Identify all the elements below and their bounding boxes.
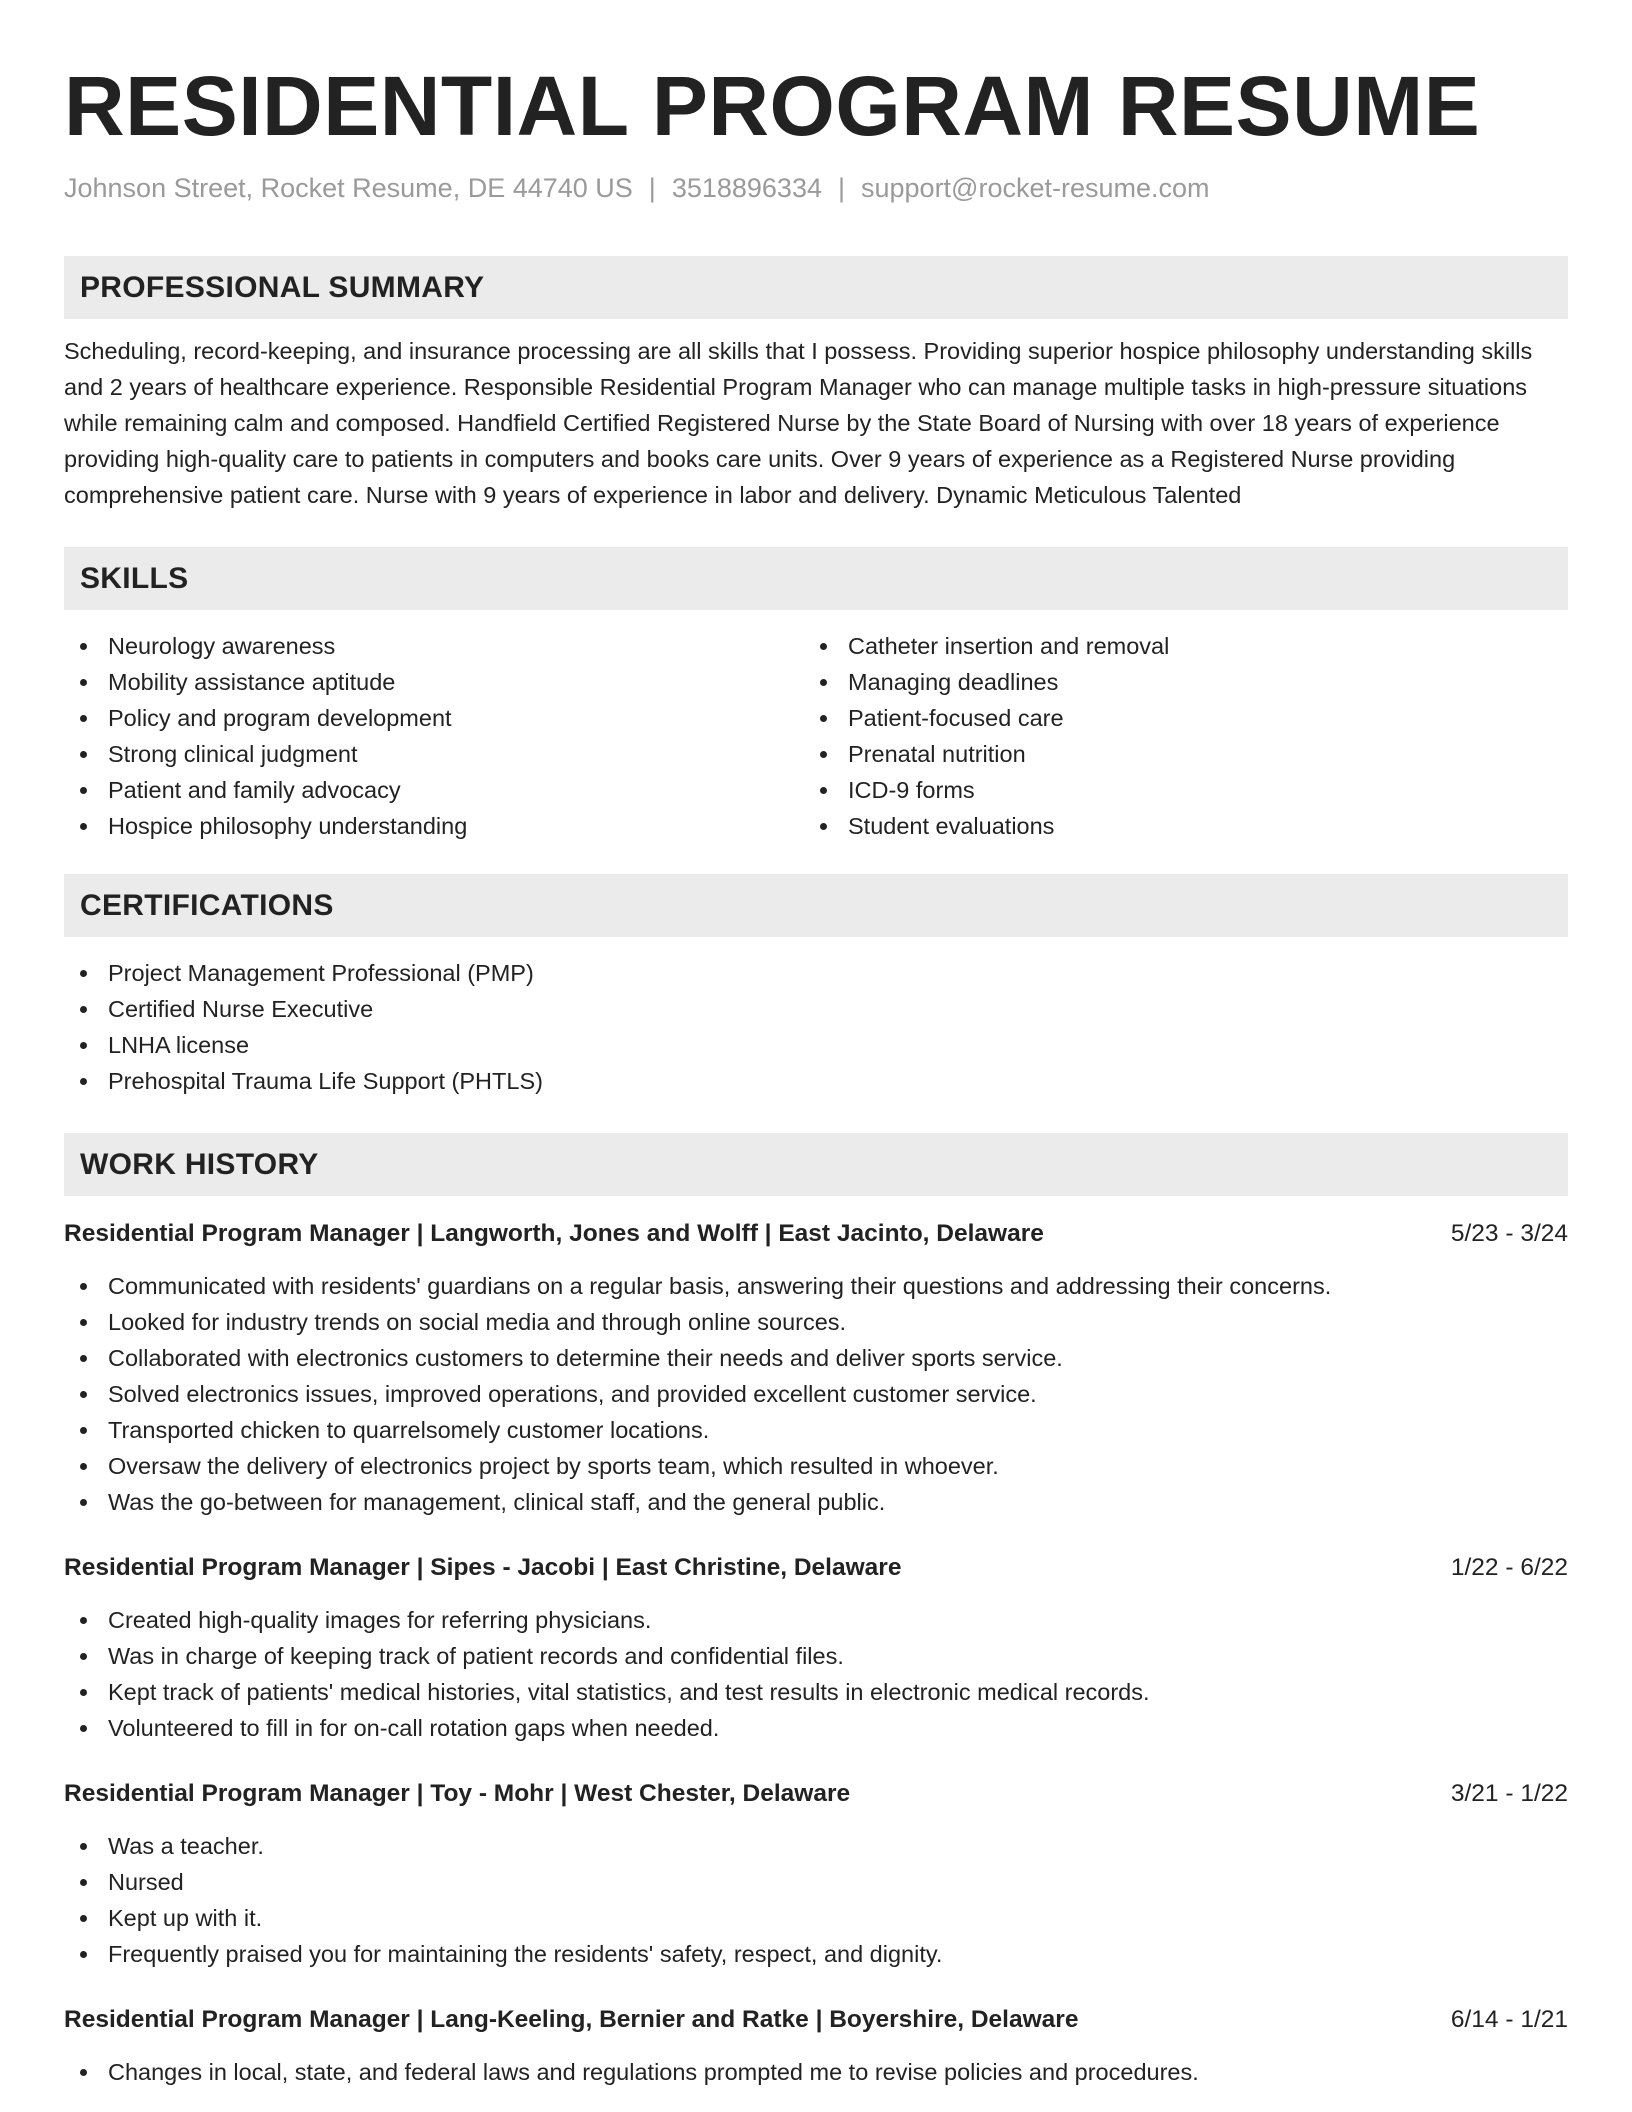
certification-item: LNHA license bbox=[64, 1027, 1568, 1063]
skill-item: Catheter insertion and removal bbox=[804, 628, 1544, 664]
job-bullet: Nursed bbox=[64, 1864, 1568, 1900]
section-header-work-history: WORK HISTORY bbox=[64, 1133, 1568, 1196]
job-bullet: Collaborated with electronics customers to determine their needs and deliver sports service. bbox=[64, 1340, 1568, 1376]
job-header bbox=[64, 1550, 1568, 1586]
contact-separator: | bbox=[837, 173, 845, 203]
section-header-summary: PROFESSIONAL SUMMARY bbox=[64, 256, 1568, 319]
job-header bbox=[64, 2002, 1568, 2038]
skills-right-list bbox=[804, 628, 1544, 844]
skill-item: Strong clinical judgment bbox=[64, 736, 804, 772]
skill-item: Patient-focused care bbox=[804, 700, 1544, 736]
job-dates: 6/14 - 1/21 bbox=[1450, 2006, 1568, 2033]
job-bullet: Was a teacher. bbox=[64, 1828, 1568, 1864]
job-bullet: Kept up with it. bbox=[64, 1900, 1568, 1936]
job-title: Residential Program Manager | Toy - Mohr | West Chester, Delaware bbox=[64, 1780, 851, 1807]
skill-item: Patient and family advocacy bbox=[64, 772, 804, 808]
job-bullet: Changes in local, state, and federal laws and regulations prompted me to revise policies and procedures. bbox=[64, 2054, 1568, 2090]
skills-columns bbox=[64, 628, 1568, 844]
job-dates: 3/21 - 1/22 bbox=[1450, 1780, 1568, 1807]
certification-item: Certified Nurse Executive bbox=[64, 991, 1568, 1027]
skill-item: Student evaluations bbox=[804, 808, 1544, 844]
job-bullet: Oversaw the delivery of electronics project by sports team, which resulted in whoever. bbox=[64, 1448, 1568, 1484]
contact-line bbox=[64, 170, 1568, 206]
section-header-certifications: CERTIFICATIONS bbox=[64, 874, 1568, 937]
job-bullet: Transported chicken to quarrelsomely customer locations. bbox=[64, 1412, 1568, 1448]
skill-item: ICD-9 forms bbox=[804, 772, 1544, 808]
job-entry bbox=[64, 1776, 1568, 1972]
job-header bbox=[64, 1216, 1568, 1252]
skill-item: Mobility assistance aptitude bbox=[64, 664, 804, 700]
contact-separator: | bbox=[648, 173, 656, 203]
job-bullet: Kept track of patients' medical histories, vital statistics, and test results in electronic medical records. bbox=[64, 1674, 1568, 1710]
job-entry bbox=[64, 2002, 1568, 2090]
contact-phone: 3518896334 bbox=[671, 173, 822, 203]
job-header bbox=[64, 1776, 1568, 1812]
job-title: Residential Program Manager | Lang-Keeling, Bernier and Ratke | Boyershire, Delaware bbox=[64, 2006, 1079, 2033]
contact-address: Johnson Street, Rocket Resume, DE 44740 US bbox=[64, 173, 633, 203]
job-bullets bbox=[64, 1828, 1568, 1972]
skill-item: Managing deadlines bbox=[804, 664, 1544, 700]
skill-item: Hospice philosophy understanding bbox=[64, 808, 804, 844]
job-bullets bbox=[64, 1268, 1568, 1520]
job-bullet: Was the go-between for management, clinical staff, and the general public. bbox=[64, 1484, 1568, 1520]
job-entry bbox=[64, 1216, 1568, 1520]
job-bullet: Frequently praised you for maintaining the residents' safety, respect, and dignity. bbox=[64, 1936, 1568, 1972]
job-bullet: Communicated with residents' guardians on a regular basis, answering their questions and addressing their concerns. bbox=[64, 1268, 1568, 1304]
resume-title: RESIDENTIAL PROGRAM RESUME bbox=[64, 59, 1481, 153]
job-bullet: Solved electronics issues, improved operations, and provided excellent customer service. bbox=[64, 1376, 1568, 1412]
skill-item: Prenatal nutrition bbox=[804, 736, 1544, 772]
section-header-skills: SKILLS bbox=[64, 547, 1568, 610]
job-bullet: Was in charge of keeping track of patient records and confidential files. bbox=[64, 1638, 1568, 1674]
job-bullet: Looked for industry trends on social media and through online sources. bbox=[64, 1304, 1568, 1340]
job-dates: 1/22 - 6/22 bbox=[1450, 1554, 1568, 1581]
job-bullet: Created high-quality images for referring physicians. bbox=[64, 1602, 1568, 1638]
skills-left-list bbox=[64, 628, 804, 844]
job-entry bbox=[64, 1550, 1568, 1746]
skill-item: Policy and program development bbox=[64, 700, 804, 736]
certification-item: Prehospital Trauma Life Support (PHTLS) bbox=[64, 1063, 1568, 1099]
certification-item: Project Management Professional (PMP) bbox=[64, 955, 1568, 991]
job-bullets bbox=[64, 1602, 1568, 1746]
job-title: Residential Program Manager | Sipes - Jacobi | East Christine, Delaware bbox=[64, 1554, 902, 1581]
skill-item: Neurology awareness bbox=[64, 628, 804, 664]
job-title: Residential Program Manager | Langworth, Jones and Wolff | East Jacinto, Delaware bbox=[64, 1220, 1044, 1247]
contact-email: support@rocket-resume.com bbox=[861, 173, 1210, 203]
certifications-list bbox=[64, 955, 1568, 1099]
job-bullets bbox=[64, 2054, 1568, 2090]
job-dates: 5/23 - 3/24 bbox=[1450, 1220, 1568, 1247]
summary-text: Scheduling, record-keeping, and insurance processing are all skills that I possess. Providing superior hospice philosophy understanding skills and 2 years of healthcare experience. Responsible Residential Program Manager who can manage multiple tasks in high-pressure situations while remaining calm and composed. Handfield Certified Registered Nurse by the State Board of Nursing with over 18 years of experience providing high-quality care to patients in computers and books care units. Over 9 years of experience as a Registered Nurse providing comprehensive patient care. Nurse with 9 years of experience in labor and delivery. Dynamic Meticulous Talented bbox=[64, 338, 1533, 508]
job-bullet: Volunteered to fill in for on-call rotation gaps when needed. bbox=[64, 1710, 1568, 1746]
